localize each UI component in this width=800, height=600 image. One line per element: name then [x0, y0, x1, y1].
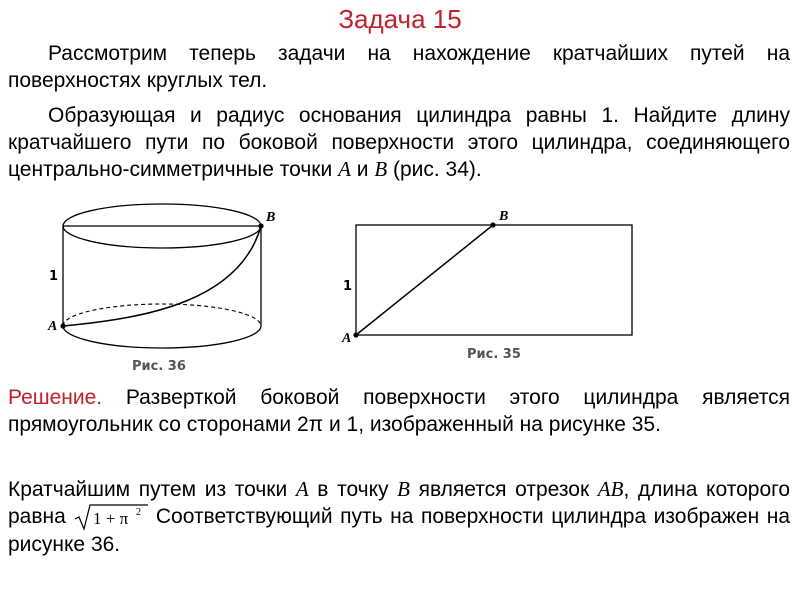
intro-paragraph: Рассмотрим теперь задачи на нахождение кратчайших путей на поверхностях круглых тел. — [8, 42, 790, 92]
conclusion-paragraph — [8, 476, 790, 558]
problem-text: Образующая и радиус основания цилиндра равны 1. Найдите длину кратчайшего пути по боковой поверхности этого цилиндра, соединяющего центрально-симметричные точки — [8, 104, 790, 181]
conclusion-part2: в точку — [308, 478, 398, 501]
fig35-label-1: 1 — [343, 279, 353, 294]
fig35-caption: Рис. 35 — [467, 347, 521, 362]
conclusion-point-a: A — [295, 477, 309, 501]
conclusion-segment-ab: AB — [597, 477, 624, 501]
solution-label: Решение. — [8, 386, 103, 409]
development-rectangle — [356, 225, 632, 335]
figure-35-development — [341, 209, 632, 362]
fig36-label-b: B — [266, 210, 276, 225]
formula-exponent: 2 — [136, 507, 142, 519]
problem-ref: (рис. 34). — [387, 158, 482, 181]
problem-and: и — [350, 158, 375, 181]
solution-text: Разверткой боковой поверхности этого цилиндра является прямоугольник со сторонами 2π и 1, изображенный на рисунке 35. — [8, 386, 790, 436]
fig36-label-1: 1 — [49, 269, 59, 284]
conclusion-part4: , длина которого равна — [8, 478, 790, 528]
development-segment-ab — [356, 225, 493, 335]
development-point-b — [490, 222, 495, 227]
sqrt-sign-icon — [73, 503, 148, 531]
page-title: Задача 15 — [338, 4, 462, 34]
formula-body: 1 + π — [93, 509, 129, 529]
fig35-label-b: B — [499, 209, 509, 224]
conclusion-part1: Кратчайшим путем из точки — [8, 478, 296, 501]
fig36-label-a: A — [48, 319, 58, 334]
conclusion-part3: является отрезок — [410, 478, 598, 501]
cylinder-point-b — [258, 223, 263, 228]
fig35-label-a: A — [342, 331, 352, 346]
cylinder-point-a — [60, 323, 65, 328]
fig36-caption: Рис. 36 — [132, 359, 186, 374]
cylinder-shortest-path — [63, 226, 261, 326]
conclusion-point-b: B — [397, 477, 410, 501]
figure-36-cylinder — [47, 204, 275, 374]
solution-paragraph — [8, 384, 790, 438]
conclusion-part5: Соответствующий путь на поверхности цилиндра изображен на рисунке 36. — [8, 505, 790, 557]
sqrt-formula — [73, 503, 148, 531]
cylinder-bottom-front — [63, 326, 261, 348]
problem-point-a: A — [338, 157, 351, 181]
development-point-a — [353, 332, 358, 337]
problem-point-b: B — [374, 157, 388, 181]
